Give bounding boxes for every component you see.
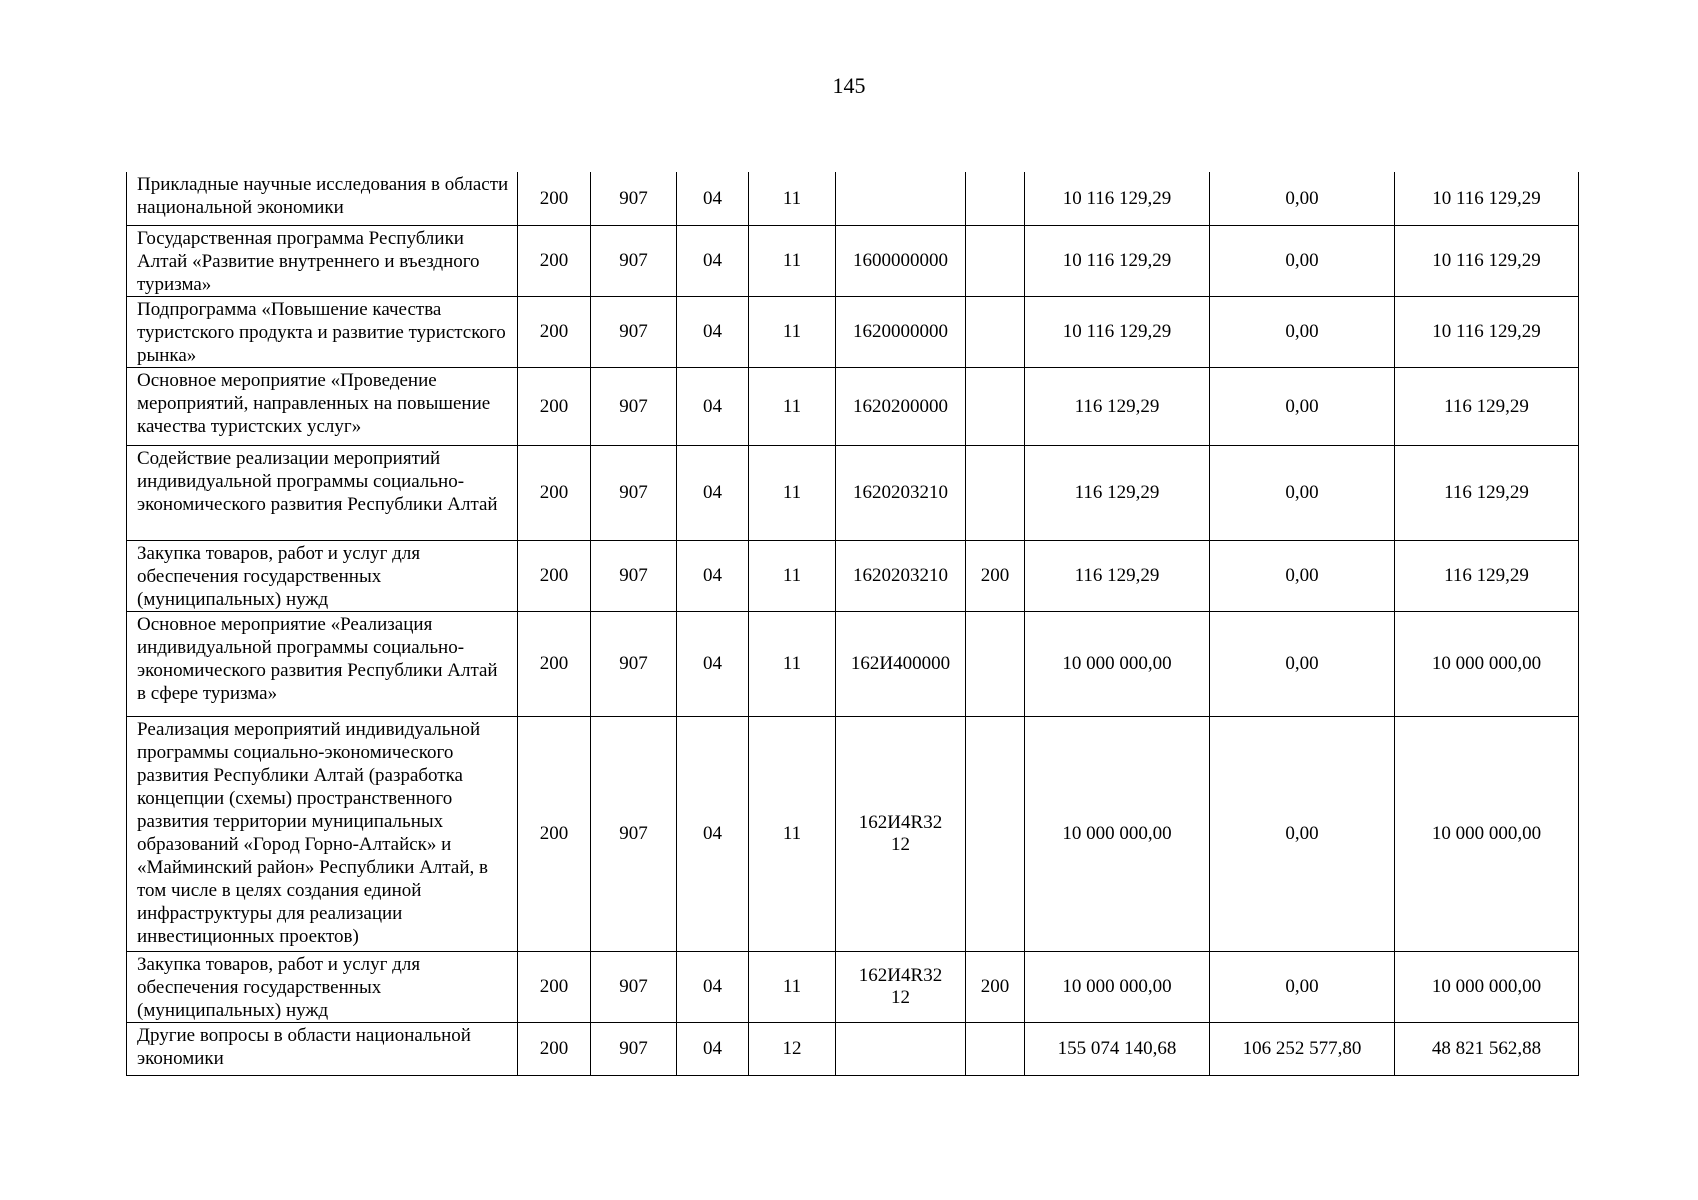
cell-amount-1: 155 074 140,68 bbox=[1025, 1022, 1210, 1075]
table-row bbox=[127, 716, 1579, 951]
cell-code-1: 200 bbox=[518, 367, 591, 445]
cell-amount-2: 0,00 bbox=[1210, 225, 1395, 296]
cell-code-2: 907 bbox=[591, 445, 677, 540]
cell-expense-type bbox=[966, 172, 1025, 225]
row-name: Закупка товаров, работ и услуг для обеспечения государственных (муниципальных) нужд bbox=[127, 951, 518, 1022]
cell-amount-1: 10 116 129,29 bbox=[1025, 172, 1210, 225]
cell-section: 04 bbox=[677, 445, 749, 540]
cell-expense-type bbox=[966, 445, 1025, 540]
row-name: Закупка товаров, работ и услуг для обеспечения государственных (муниципальных) нужд bbox=[127, 540, 518, 611]
cell-code-1: 200 bbox=[518, 445, 591, 540]
cell-target-article: 1620000000 bbox=[836, 296, 966, 367]
cell-subsection: 12 bbox=[749, 1022, 836, 1075]
table-row bbox=[127, 445, 1579, 540]
cell-amount-2: 0,00 bbox=[1210, 951, 1395, 1022]
cell-code-1: 200 bbox=[518, 1022, 591, 1075]
cell-subsection: 11 bbox=[749, 367, 836, 445]
cell-code-1: 200 bbox=[518, 225, 591, 296]
row-name: Реализация мероприятий индивидуальной программы социально-экономического развития Республики Алтай (разработка концепции (схемы) пространственного развития территории муниципальных образований «Город Горно-Алтайск» и «Майминский район» Республики Алтай, в том числе в целях создания единой инфраструктуры для реализации инвестиционных проектов) bbox=[127, 716, 518, 951]
cell-expense-type: 200 bbox=[966, 951, 1025, 1022]
cell-amount-2: 0,00 bbox=[1210, 716, 1395, 951]
cell-amount-1: 10 116 129,29 bbox=[1025, 296, 1210, 367]
cell-amount-2: 0,00 bbox=[1210, 367, 1395, 445]
table-row bbox=[127, 611, 1579, 716]
cell-code-2: 907 bbox=[591, 540, 677, 611]
row-name: Прикладные научные исследования в области национальной экономики bbox=[127, 172, 518, 225]
cell-target-article bbox=[836, 1022, 966, 1075]
cell-subsection: 11 bbox=[749, 611, 836, 716]
row-name: Основное мероприятие «Реализация индивидуальной программы социально-экономического развития Республики Алтай в сфере туризма» bbox=[127, 611, 518, 716]
cell-code-1: 200 bbox=[518, 172, 591, 225]
cell-amount-3: 48 821 562,88 bbox=[1395, 1022, 1579, 1075]
cell-amount-3: 10 116 129,29 bbox=[1395, 172, 1579, 225]
cell-amount-3: 116 129,29 bbox=[1395, 367, 1579, 445]
cell-section: 04 bbox=[677, 716, 749, 951]
cell-subsection: 11 bbox=[749, 172, 836, 225]
cell-expense-type bbox=[966, 225, 1025, 296]
cell-amount-3: 116 129,29 bbox=[1395, 445, 1579, 540]
cell-amount-3: 10 000 000,00 bbox=[1395, 716, 1579, 951]
cell-amount-1: 10 000 000,00 bbox=[1025, 951, 1210, 1022]
cell-target-article: 1620203210 bbox=[836, 445, 966, 540]
cell-subsection: 11 bbox=[749, 716, 836, 951]
cell-amount-2: 0,00 bbox=[1210, 611, 1395, 716]
cell-code-1: 200 bbox=[518, 296, 591, 367]
cell-amount-2: 0,00 bbox=[1210, 172, 1395, 225]
page-number: 145 bbox=[832, 73, 866, 98]
cell-amount-1: 116 129,29 bbox=[1025, 445, 1210, 540]
table-row bbox=[127, 951, 1579, 1022]
table-row bbox=[127, 367, 1579, 445]
cell-amount-3: 10 000 000,00 bbox=[1395, 611, 1579, 716]
cell-code-2: 907 bbox=[591, 1022, 677, 1075]
cell-code-2: 907 bbox=[591, 296, 677, 367]
cell-target-article: 162И4R3212 bbox=[836, 716, 966, 951]
row-name: Основное мероприятие «Проведение мероприятий, направленных на повышение качества туристских услуг» bbox=[127, 367, 518, 445]
cell-amount-1: 116 129,29 bbox=[1025, 367, 1210, 445]
cell-code-1: 200 bbox=[518, 611, 591, 716]
cell-amount-2: 0,00 bbox=[1210, 540, 1395, 611]
cell-amount-2: 0,00 bbox=[1210, 296, 1395, 367]
row-name: Подпрограмма «Повышение качества туристского продукта и развитие туристского рынка» bbox=[127, 296, 518, 367]
cell-expense-type bbox=[966, 296, 1025, 367]
table-row bbox=[127, 540, 1579, 611]
cell-amount-1: 10 116 129,29 bbox=[1025, 225, 1210, 296]
cell-expense-type bbox=[966, 367, 1025, 445]
cell-amount-1: 116 129,29 bbox=[1025, 540, 1210, 611]
table-row bbox=[127, 1022, 1579, 1075]
cell-expense-type bbox=[966, 611, 1025, 716]
cell-amount-2: 0,00 bbox=[1210, 445, 1395, 540]
table-row bbox=[127, 172, 1579, 225]
table-row bbox=[127, 225, 1579, 296]
cell-section: 04 bbox=[677, 225, 749, 296]
row-name: Государственная программа Республики Алтай «Развитие внутреннего и въездного туризма» bbox=[127, 225, 518, 296]
row-name: Содействие реализации мероприятий индивидуальной программы социально-экономического развития Республики Алтай bbox=[127, 445, 518, 540]
cell-section: 04 bbox=[677, 540, 749, 611]
cell-section: 04 bbox=[677, 172, 749, 225]
cell-section: 04 bbox=[677, 367, 749, 445]
cell-subsection: 11 bbox=[749, 445, 836, 540]
cell-section: 04 bbox=[677, 611, 749, 716]
cell-expense-type: 200 bbox=[966, 540, 1025, 611]
cell-expense-type bbox=[966, 716, 1025, 951]
cell-target-article: 162И4R3212 bbox=[836, 951, 966, 1022]
cell-amount-1: 10 000 000,00 bbox=[1025, 716, 1210, 951]
cell-section: 04 bbox=[677, 951, 749, 1022]
cell-code-1: 200 bbox=[518, 951, 591, 1022]
cell-code-2: 907 bbox=[591, 225, 677, 296]
cell-code-1: 200 bbox=[518, 716, 591, 951]
cell-subsection: 11 bbox=[749, 951, 836, 1022]
cell-expense-type bbox=[966, 1022, 1025, 1075]
cell-subsection: 11 bbox=[749, 296, 836, 367]
cell-code-2: 907 bbox=[591, 172, 677, 225]
budget-table bbox=[126, 172, 1579, 1076]
cell-amount-3: 10 116 129,29 bbox=[1395, 225, 1579, 296]
cell-amount-3: 116 129,29 bbox=[1395, 540, 1579, 611]
cell-amount-3: 10 000 000,00 bbox=[1395, 951, 1579, 1022]
cell-target-article bbox=[836, 172, 966, 225]
cell-subsection: 11 bbox=[749, 225, 836, 296]
cell-code-2: 907 bbox=[591, 611, 677, 716]
cell-code-2: 907 bbox=[591, 367, 677, 445]
cell-target-article: 1620200000 bbox=[836, 367, 966, 445]
cell-target-article: 1620203210 bbox=[836, 540, 966, 611]
cell-amount-1: 10 000 000,00 bbox=[1025, 611, 1210, 716]
cell-section: 04 bbox=[677, 296, 749, 367]
cell-code-2: 907 bbox=[591, 716, 677, 951]
row-name: Другие вопросы в области национальной экономики bbox=[127, 1022, 518, 1075]
cell-section: 04 bbox=[677, 1022, 749, 1075]
cell-code-1: 200 bbox=[518, 540, 591, 611]
cell-subsection: 11 bbox=[749, 540, 836, 611]
cell-amount-2: 106 252 577,80 bbox=[1210, 1022, 1395, 1075]
cell-amount-3: 10 116 129,29 bbox=[1395, 296, 1579, 367]
table-row bbox=[127, 296, 1579, 367]
cell-target-article: 1600000000 bbox=[836, 225, 966, 296]
cell-code-2: 907 bbox=[591, 951, 677, 1022]
cell-target-article: 162И400000 bbox=[836, 611, 966, 716]
